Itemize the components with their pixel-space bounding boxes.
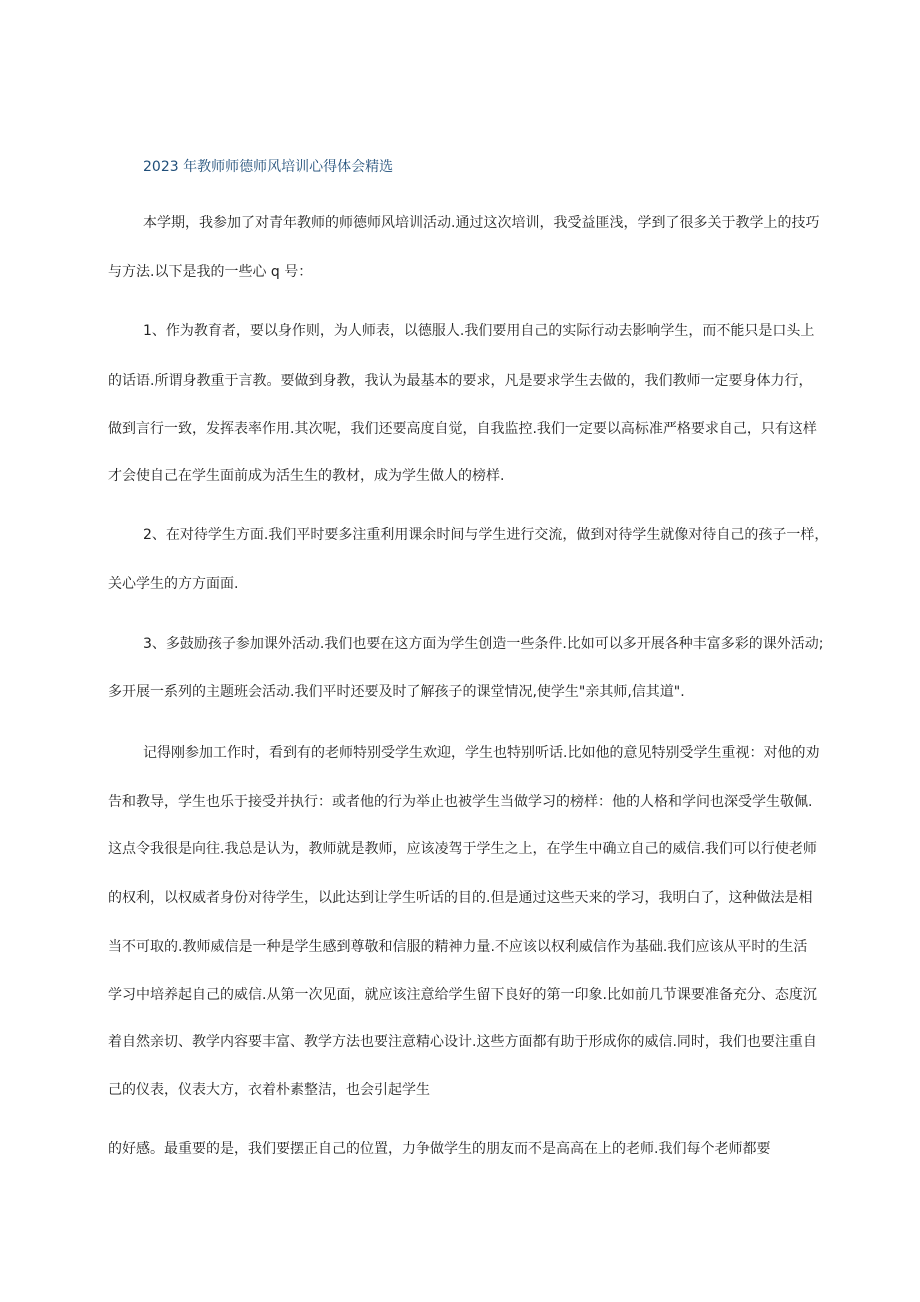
- paragraph-5-line-2: 告和教导，学生也乐于接受并执行：或者他的行为举止也被学生当做学习的榜样：他的人格和学问也深受学生敬佩.: [108, 794, 813, 810]
- paragraph-3-line-1: 2、在对待学生方面.我们平时要多注重利用课余时间与学生进行交流，做到对待学生就像对待自己的孩子一样，: [143, 527, 829, 543]
- document-title: 2023 年教师师德师风培训心得体会精选: [143, 159, 394, 175]
- paragraph-3-line-2: 关心学生的方方面面.: [108, 576, 239, 592]
- paragraph-2-line-4: 才会使自己在学生面前成为活生生的教材，成为学生做人的榜样.: [108, 468, 505, 484]
- paragraph-2-line-3: 做到言行一致，发挥表率作用.其次呢，我们还要高度自觉，自我监控.我们一定要以高标准严格要求自己，只有这样: [108, 421, 817, 437]
- paragraph-2-line-1: 1、作为教育者，要以身作则，为人师表，以德服人.我们要用自己的实际行动去影响学生，而不能只是口头上: [143, 323, 815, 339]
- paragraph-2-line-2: 的话语.所谓身教重于言教。要做到身教，我认为最基本的要求，凡是要求学生去做的，我们教师一定要身体力行，: [108, 373, 813, 389]
- paragraph-1-line-1: 本学期，我参加了对青年教师的师德师风培训活动.通过这次培训，我受益匪浅，学到了很多关于教学上的技巧: [143, 215, 820, 231]
- paragraph-5-line-8: 己的仪表，仪表大方，衣着朴素整洁，也会引起学生: [108, 1082, 430, 1098]
- paragraph-5-line-3: 这点令我很是向往.我总是认为，教师就是教师，应该凌驾于学生之上，在学生中确立自己的威信.我们可以行使老师: [108, 841, 817, 857]
- paragraph-4-line-1: 3、多鼓励孩子参加课外活动.我们也要在这方面为学生创造一些条件.比如可以多开展各种丰富多彩的课外活动;: [143, 636, 824, 652]
- paragraph-5-line-5: 当不可取的.教师威信是一种是学生感到尊敬和信服的精神力量.不应该以权利威信作为基础.我们应该从平时的生活: [108, 939, 808, 955]
- paragraph-1-line-2: 与方法.以下是我的一些心 q 号：: [108, 264, 313, 280]
- paragraph-5-line-4: 的权利，以权威者身份对待学生，以此达到让学生听话的目的.但是通过这些天来的学习，我明白了，这种做法是相: [108, 890, 813, 906]
- paragraph-5-line-1: 记得刚参加工作时，看到有的老师特别受学生欢迎，学生也特别听话.比如他的意见特别受学生重视：对他的劝: [143, 745, 820, 761]
- paragraph-5-line-6: 学习中培养起自己的威信.从第一次见面，就应该注意给学生留下良好的第一印象.比如前几节课要准备充分、态度沉: [108, 987, 817, 1003]
- paragraph-6-line-1: 的好感。最重要的是，我们要摆正自己的位置，力争做学生的朋友而不是高高在上的老师.我们每个老师都要: [108, 1141, 771, 1157]
- paragraph-4-line-2: 多开展一系列的主题班会活动.我们平时还要及时了解孩子的课堂情况,使学生"亲其师,信其道".: [108, 684, 685, 700]
- paragraph-5-line-7: 着自然亲切、教学内容要丰富、教学方法也要注意精心设计.这些方面都有助于形成你的威信.同时，我们也要注重自: [108, 1034, 817, 1050]
